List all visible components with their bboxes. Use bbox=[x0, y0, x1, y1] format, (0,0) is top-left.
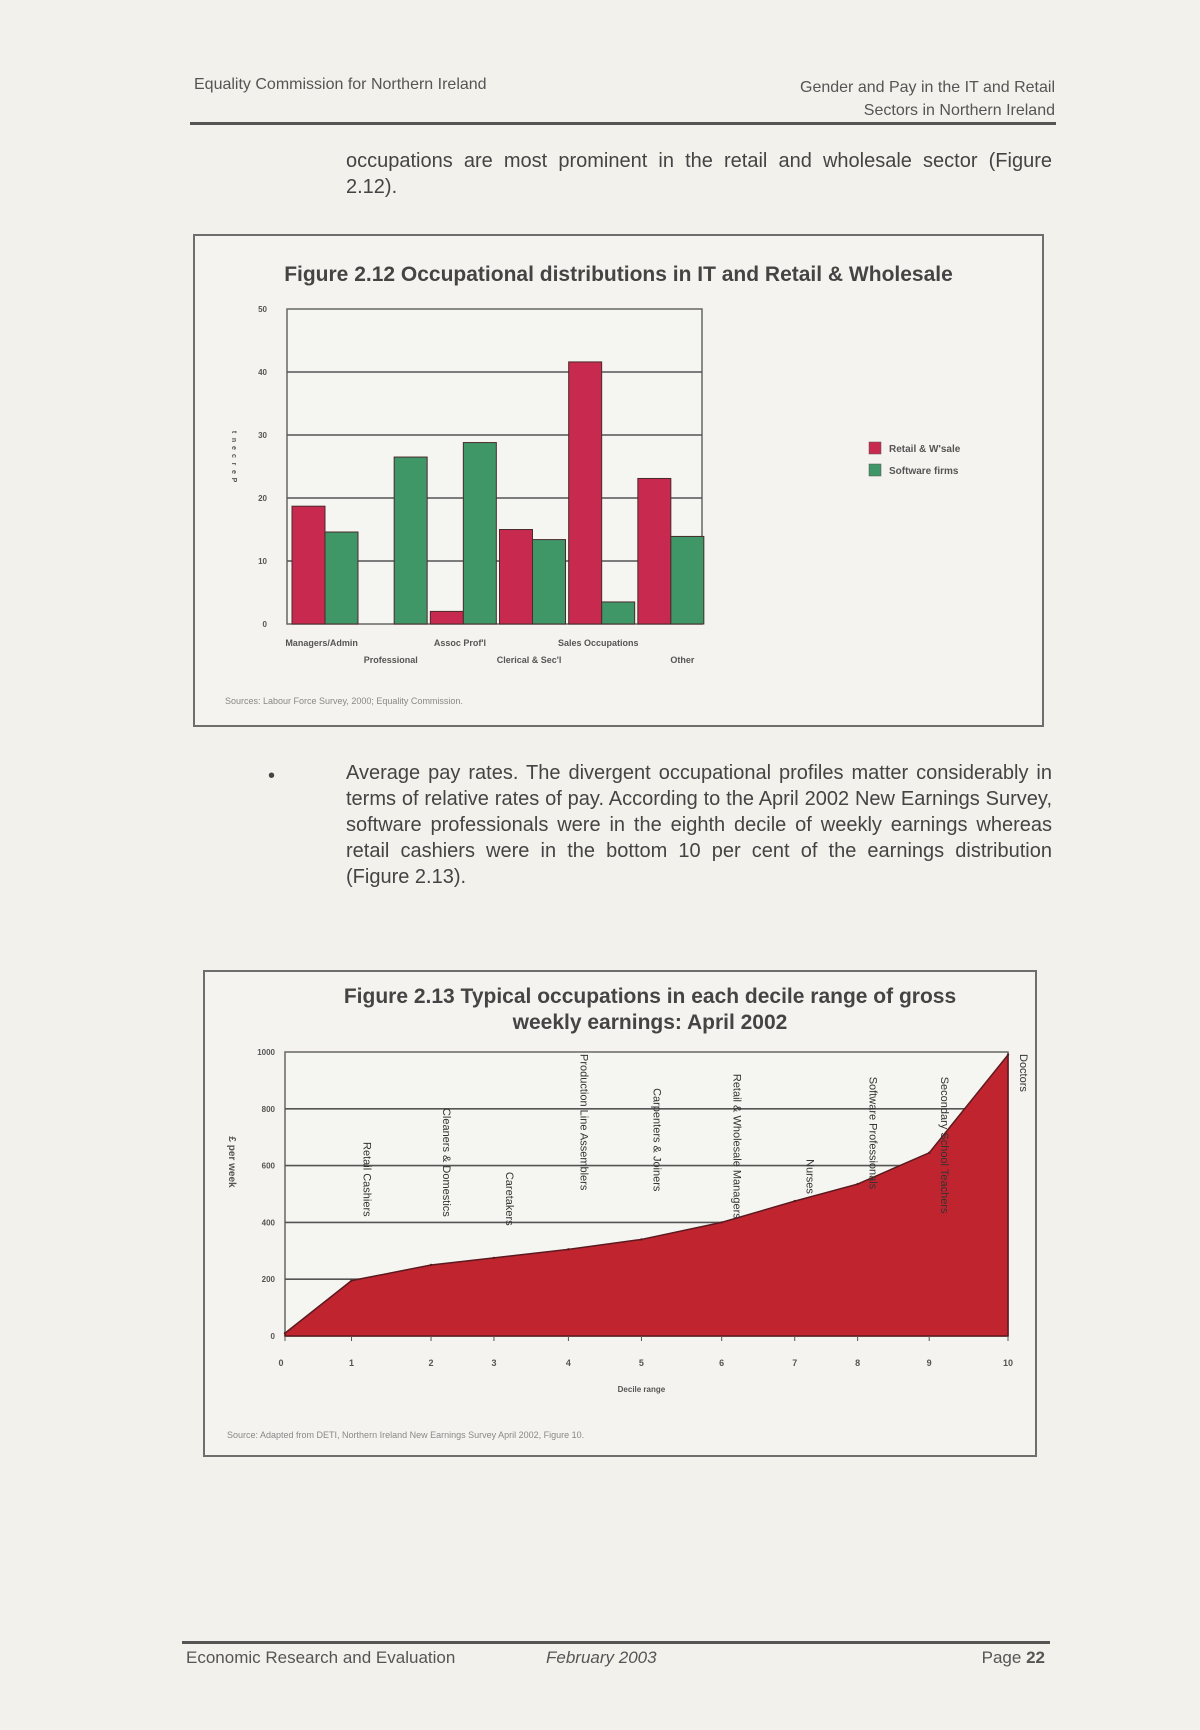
y-tick-label: 50 bbox=[258, 305, 267, 314]
bar-retail bbox=[430, 611, 463, 624]
area-chart bbox=[205, 972, 1035, 1455]
y-tick-label: 200 bbox=[261, 1275, 275, 1285]
header-title-line2: Sectors in Northern Ireland bbox=[863, 102, 1055, 119]
y-tick-label: 600 bbox=[261, 1161, 275, 1171]
bar-retail bbox=[569, 362, 602, 624]
footer-date: February 2003 bbox=[546, 1648, 657, 1667]
header-organization: Equality Commission for Northern Ireland bbox=[194, 76, 487, 93]
y-tick-label: 0 bbox=[270, 1332, 275, 1341]
bullet-paragraph: Average pay rates. The divergent occupational profiles matter considerably in terms of relative rates of pay. According to the April 2002 New Earnings Survey, software professionals were in the eighth decile of weekly earnings whereas retail cashiers were in the bottom 10 per cent of the earnings distribution (Figure 2.13). bbox=[346, 762, 1052, 888]
bar-software bbox=[602, 602, 635, 624]
y-tick-label: 400 bbox=[261, 1218, 275, 1228]
y-axis-label: £ per week bbox=[226, 1136, 237, 1188]
bar-retail bbox=[292, 506, 325, 624]
y-tick-label: 1000 bbox=[257, 1048, 275, 1057]
occupation-label: Software Professionals bbox=[866, 1076, 879, 1190]
x-tick-label: 6 bbox=[719, 1358, 725, 1368]
y-axis-label-letter: r bbox=[230, 462, 237, 466]
y-axis-label-letter: c bbox=[230, 454, 237, 458]
x-tick-label: 2 bbox=[428, 1358, 434, 1368]
figure-2-12-source: Sources: Labour Force Survey, 2000; Equality Commission. bbox=[225, 696, 463, 706]
bullet-icon: • bbox=[268, 765, 276, 787]
legend-swatch bbox=[869, 464, 881, 476]
x-tick-label: 10 bbox=[1002, 1358, 1014, 1368]
intro-paragraph: occupations are most prominent in the retail and wholesale sector (Figure 2.12). bbox=[346, 150, 1052, 198]
bar-software bbox=[394, 457, 427, 624]
x-tick-label: 1 bbox=[349, 1358, 355, 1368]
x-tick-label: 9 bbox=[926, 1358, 932, 1368]
y-tick-label: 30 bbox=[258, 431, 267, 440]
x-tick-label: Assoc Prof'l bbox=[433, 638, 486, 648]
y-tick-label: 0 bbox=[262, 620, 267, 629]
data-point bbox=[720, 1221, 722, 1223]
occupation-label: Caretakers bbox=[502, 1171, 515, 1226]
page-number: 22 bbox=[1026, 1648, 1045, 1667]
figure-2-12-title: Figure 2.12 Occupational distributions in IT and Retail & Wholesale bbox=[284, 263, 953, 286]
data-point bbox=[430, 1264, 432, 1266]
figure-2-13-title-line2: weekly earnings: April 2002 bbox=[512, 1011, 788, 1034]
bar-retail bbox=[638, 478, 671, 624]
data-point bbox=[794, 1200, 796, 1202]
y-axis-label-letter: P bbox=[230, 477, 237, 483]
figure-2-13 bbox=[203, 970, 1037, 1457]
bar-software bbox=[463, 443, 496, 624]
header-title-line1: Gender and Pay in the IT and Retail bbox=[800, 79, 1055, 96]
legend-label: Software firms bbox=[889, 466, 959, 477]
x-tick-label: Professional bbox=[363, 655, 418, 665]
y-tick-label: 20 bbox=[258, 494, 267, 503]
occupation-label: Secondary School Teachers bbox=[938, 1076, 951, 1214]
data-point bbox=[567, 1248, 569, 1250]
data-point bbox=[493, 1257, 495, 1259]
bar-software bbox=[671, 536, 704, 624]
x-tick-label: 5 bbox=[638, 1358, 644, 1368]
occupation-label: Cleaners & Domestics bbox=[440, 1107, 453, 1217]
data-point bbox=[1007, 1054, 1009, 1056]
y-tick-label: 10 bbox=[258, 557, 267, 566]
y-tick-label: 40 bbox=[258, 368, 267, 377]
occupation-label: Retail Cashiers bbox=[360, 1142, 373, 1217]
data-point bbox=[350, 1279, 352, 1281]
x-tick-label: 0 bbox=[278, 1358, 284, 1368]
legend-label: Retail & W'sale bbox=[889, 444, 961, 455]
occupation-label: Production Line Assemblers bbox=[577, 1054, 590, 1191]
y-axis-label-letter: n bbox=[230, 437, 237, 443]
x-tick-label: Sales Occupations bbox=[557, 638, 639, 648]
occupation-label: Carpenters & Joiners bbox=[650, 1088, 663, 1192]
header-rule bbox=[190, 122, 1056, 125]
bar-chart bbox=[195, 236, 1042, 725]
occupation-label: Retail & Wholesale Managers bbox=[730, 1073, 743, 1219]
legend-swatch bbox=[869, 442, 881, 454]
occupation-label: Nurses bbox=[803, 1159, 816, 1194]
bar-software bbox=[325, 532, 358, 624]
footer-rule bbox=[182, 1641, 1050, 1644]
bar-retail bbox=[500, 530, 533, 625]
x-tick-label: 4 bbox=[565, 1358, 571, 1368]
figure-2-13-title-line1: Figure 2.13 Typical occupations in each decile range of gross bbox=[343, 985, 957, 1008]
data-point bbox=[284, 1332, 286, 1334]
data-point bbox=[640, 1238, 642, 1240]
x-tick-label: 7 bbox=[792, 1358, 798, 1368]
bar-software bbox=[533, 540, 566, 624]
x-tick-label: Other bbox=[670, 655, 695, 665]
occupation-label: Doctors bbox=[1017, 1054, 1029, 1092]
y-axis-label-letter: e bbox=[230, 446, 237, 450]
y-tick-label: 800 bbox=[261, 1104, 275, 1114]
footer-page bbox=[982, 1648, 1045, 1668]
header-report-title bbox=[800, 76, 1055, 122]
y-axis-label-letter: t bbox=[230, 430, 237, 434]
x-axis-label: Decile range bbox=[617, 1385, 666, 1394]
x-tick-label: Managers/Admin bbox=[285, 638, 358, 648]
figure-2-12 bbox=[193, 234, 1044, 727]
x-tick-label: Clerical & Sec'l bbox=[496, 655, 562, 665]
footer-department: Economic Research and Evaluation bbox=[186, 1648, 456, 1667]
data-point bbox=[928, 1152, 930, 1154]
figure-2-13-source: Source: Adapted from DETI, Northern Ireland New Earnings Survey April 2002, Figure 10. bbox=[227, 1430, 585, 1440]
data-point bbox=[856, 1183, 858, 1185]
page-label: Page bbox=[981, 1648, 1022, 1667]
y-axis-label-letter: e bbox=[230, 470, 237, 474]
x-tick-label: 3 bbox=[491, 1358, 497, 1368]
x-tick-label: 8 bbox=[855, 1358, 861, 1368]
